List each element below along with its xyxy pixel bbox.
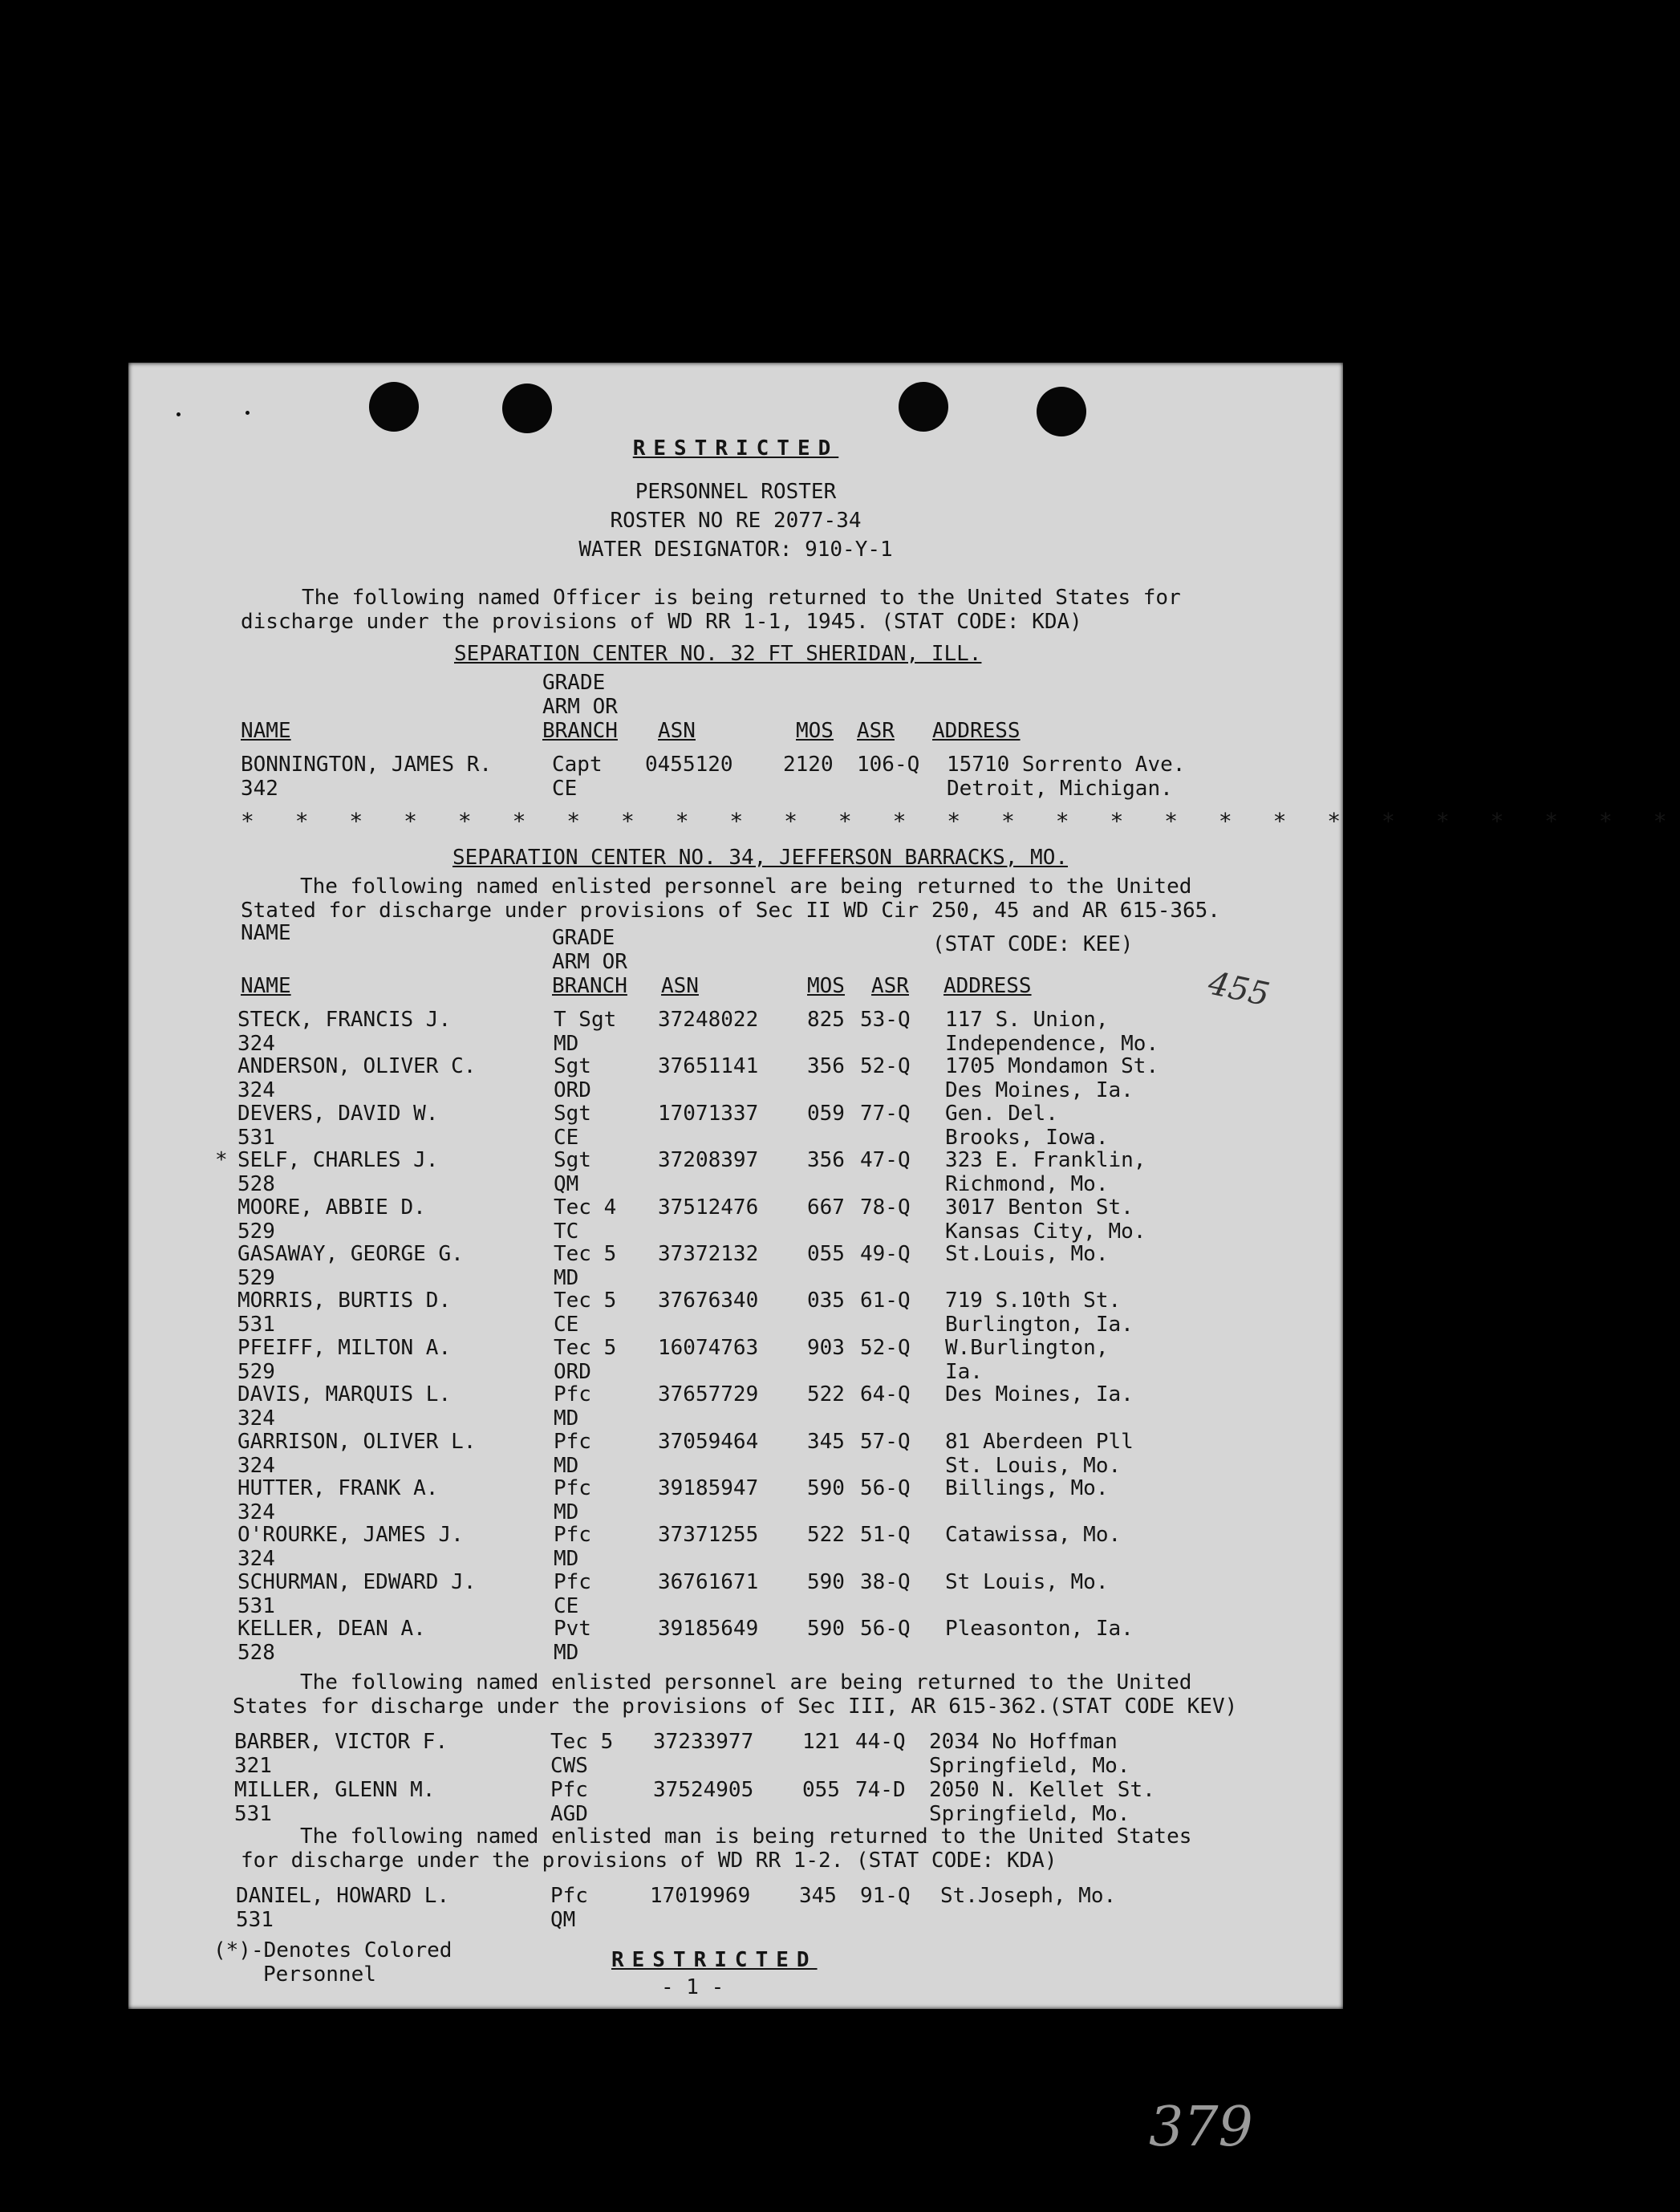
- row-mos: 035: [807, 1289, 845, 1313]
- row-address-1: Catawissa, Mo.: [945, 1523, 1122, 1548]
- row-name: DEVERS, DAVID W.: [237, 1101, 439, 1126]
- row-asr: 44-Q: [855, 1730, 906, 1754]
- sec3-intro-line-1: The following named enlisted personnel are being returned to the United: [300, 1670, 1192, 1695]
- row-mos: 059: [807, 1101, 845, 1126]
- row-code: 528: [237, 1172, 275, 1197]
- col-asn: ASN: [658, 719, 696, 743]
- row-mos: 522: [807, 1523, 845, 1548]
- row-asn: 37233977: [653, 1730, 754, 1754]
- row-mos: 055: [802, 1778, 840, 1802]
- row-address-2: Burlington, Ia.: [945, 1313, 1134, 1337]
- row-branch: MD: [554, 1641, 579, 1666]
- row-code: 321: [234, 1754, 272, 1778]
- row-address-2: Richmond, Mo.: [945, 1172, 1109, 1197]
- row-grade: Pvt: [554, 1617, 591, 1642]
- restricted-header: RESTRICTED: [632, 436, 839, 461]
- row-mos: 356: [807, 1054, 845, 1079]
- col-branch: BRANCH: [542, 719, 618, 743]
- row-branch: TC: [554, 1219, 579, 1244]
- handwritten-archive-number: 379: [1149, 2096, 1253, 2159]
- row-name: SCHURMAN, EDWARD J.: [237, 1569, 477, 1594]
- row-branch: MD: [554, 1406, 579, 1431]
- col-arm-or: ARM OR: [552, 950, 627, 974]
- officer-intro-line-1: The following named Officer is being returned to the United States for: [302, 586, 1181, 610]
- sec3-intro-line-2: States for discharge under the provisions of Sec III, AR 615-362.(STAT CODE KEV): [233, 1695, 1238, 1719]
- officer-grade: Capt: [552, 753, 603, 777]
- row-grade: Pfc: [554, 1523, 591, 1548]
- enlisted-intro-line-1: The following named enlisted personnel are being returned to the United: [300, 875, 1192, 899]
- row-asr: 57-Q: [860, 1429, 911, 1454]
- row-address-1: 2050 N. Kellet St.: [929, 1778, 1155, 1802]
- row-code: 531: [237, 1125, 275, 1150]
- officer-asn: 0455120: [645, 753, 733, 777]
- row-asr: 78-Q: [860, 1195, 911, 1220]
- row-address-1: St Louis, Mo.: [945, 1569, 1109, 1594]
- col-address: ADDRESS: [943, 974, 1032, 998]
- row-address-2: Kansas City, Mo.: [945, 1219, 1146, 1244]
- row-code: 531: [237, 1593, 275, 1618]
- row-address-1: Pleasonton, Ia.: [945, 1617, 1134, 1642]
- row-branch: AGD: [550, 1802, 588, 1826]
- officer-address-1: 15710 Sorrento Ave.: [947, 753, 1186, 777]
- col-branch: BRANCH: [552, 974, 627, 998]
- row-grade: Tec 5: [554, 1335, 617, 1360]
- row-mos: 055: [807, 1242, 845, 1266]
- row-asr: 64-Q: [860, 1382, 911, 1407]
- row-marker: *: [215, 1148, 228, 1173]
- row-mos: 590: [807, 1476, 845, 1500]
- row-name: GASAWAY, GEORGE G.: [237, 1242, 464, 1266]
- row-name: DAVIS, MARQUIS L.: [237, 1382, 452, 1407]
- row-asn: 37676340: [658, 1289, 759, 1313]
- row-branch: CE: [554, 1313, 579, 1337]
- page-number: - 1 -: [661, 1975, 724, 1999]
- punch-hole: [502, 384, 552, 433]
- row-address-2: Springfield, Mo.: [929, 1802, 1130, 1826]
- row-code: 529: [237, 1266, 275, 1290]
- row-asn: 17019969: [650, 1884, 751, 1908]
- row-name: MORRIS, BURTIS D.: [237, 1289, 452, 1313]
- row-grade: Pfc: [554, 1382, 591, 1407]
- separation-center-32: SEPARATION CENTER NO. 32 FT SHERIDAN, ILL.: [454, 642, 982, 666]
- row-name: SELF, CHARLES J.: [237, 1148, 439, 1173]
- row-address-2: Brooks, Iowa.: [945, 1125, 1109, 1150]
- enlisted-stat-code: (STAT CODE: KEE): [932, 932, 1134, 956]
- row-asn: 37371255: [658, 1523, 759, 1548]
- officer-code: 342: [241, 777, 278, 801]
- rr12-intro-line-2: for discharge under the provisions of WD RR 1-2. (STAT CODE: KDA): [241, 1849, 1057, 1873]
- officer-address-2: Detroit, Michigan.: [947, 777, 1173, 801]
- row-code: 324: [237, 1547, 275, 1572]
- row-address-1: St.Louis, Mo.: [945, 1242, 1109, 1266]
- row-asr: 77-Q: [860, 1101, 911, 1126]
- roster-title: PERSONNEL ROSTER: [635, 480, 837, 504]
- row-asn: 16074763: [658, 1335, 759, 1360]
- footnote-line-2: Personnel: [263, 1962, 376, 1987]
- col-asn: ASN: [661, 974, 699, 998]
- row-branch: QM: [550, 1908, 576, 1932]
- row-asr: 74-D: [855, 1778, 906, 1802]
- row-address-1: Billings, Mo.: [945, 1476, 1109, 1500]
- row-mos: 667: [807, 1195, 845, 1220]
- row-asn: 36761671: [658, 1569, 759, 1594]
- officer-mos: 2120: [783, 753, 834, 777]
- punch-hole: [369, 382, 419, 432]
- row-branch: MD: [554, 1453, 579, 1478]
- row-address-2: Springfield, Mo.: [929, 1754, 1130, 1778]
- row-name: MILLER, GLENN M.: [234, 1778, 436, 1802]
- officer-branch: CE: [552, 777, 578, 801]
- row-name: GARRISON, OLIVER L.: [237, 1429, 477, 1454]
- officer-intro-line-2: discharge under the provisions of WD RR 1-1, 1945. (STAT CODE: KDA): [241, 610, 1082, 634]
- row-asn: 17071337: [658, 1101, 759, 1126]
- row-asn: 37372132: [658, 1242, 759, 1266]
- row-grade: Tec 5: [550, 1730, 614, 1754]
- row-name: BARBER, VICTOR F.: [234, 1730, 448, 1754]
- row-code: 324: [237, 1078, 275, 1103]
- row-address-1: 323 E. Franklin,: [945, 1148, 1146, 1173]
- row-grade: Pfc: [550, 1884, 588, 1908]
- row-asn: 39185649: [658, 1617, 759, 1642]
- row-asr: 47-Q: [860, 1148, 911, 1173]
- enlisted-name-label: NAME: [241, 921, 291, 945]
- row-grade: Sgt: [554, 1101, 591, 1126]
- row-asr: 53-Q: [860, 1008, 911, 1032]
- row-branch: CE: [554, 1593, 579, 1618]
- speck: [177, 412, 181, 416]
- row-code: 531: [234, 1802, 272, 1826]
- row-name: PFEIFF, MILTON A.: [237, 1335, 452, 1360]
- row-asn: 37524905: [653, 1778, 754, 1802]
- row-address-1: 719 S.10th St.: [945, 1289, 1122, 1313]
- rr12-intro-line-1: The following named enlisted man is being returned to the United States: [300, 1824, 1192, 1849]
- officer-name: BONNINGTON, JAMES R.: [241, 753, 493, 777]
- row-grade: Pfc: [550, 1778, 588, 1802]
- row-address-1: Gen. Del.: [945, 1101, 1058, 1126]
- row-grade: Tec 5: [554, 1242, 617, 1266]
- row-branch: ORD: [554, 1359, 591, 1384]
- row-address-1: 2034 No Hoffman: [929, 1730, 1118, 1754]
- row-code: 529: [237, 1359, 275, 1384]
- row-name: STECK, FRANCIS J.: [237, 1008, 452, 1032]
- row-name: DANIEL, HOWARD L.: [236, 1884, 450, 1908]
- row-asr: 56-Q: [860, 1476, 911, 1500]
- row-branch: MD: [554, 1547, 579, 1572]
- document-page: [128, 363, 1680, 2009]
- row-grade: Sgt: [554, 1148, 591, 1173]
- row-asr: 91-Q: [860, 1884, 911, 1908]
- col-grade: GRADE: [542, 671, 606, 695]
- water-designator: WATER DESIGNATOR: 910-Y-1: [578, 538, 893, 562]
- row-code: 324: [237, 1500, 275, 1524]
- officer-asr: 106-Q: [857, 753, 920, 777]
- row-branch: MD: [554, 1032, 579, 1056]
- row-mos: 825: [807, 1008, 845, 1032]
- col-arm-or: ARM OR: [542, 695, 618, 719]
- row-asn: 37059464: [658, 1429, 759, 1454]
- col-mos: MOS: [807, 974, 845, 998]
- row-address-2: St. Louis, Mo.: [945, 1453, 1122, 1478]
- row-branch: CWS: [550, 1754, 588, 1778]
- star-divider: * * * * * * * * * * * * * * * * * * * * * * * * * * *: [241, 808, 1680, 834]
- row-branch: MD: [554, 1500, 579, 1524]
- row-address-1: 1705 Mondamon St.: [945, 1054, 1159, 1079]
- col-name: NAME: [241, 719, 291, 743]
- row-grade: Tec 4: [554, 1195, 617, 1220]
- row-branch: CE: [554, 1125, 579, 1150]
- footnote-line-1: (*)-Denotes Colored: [213, 1938, 452, 1962]
- row-address-1: 81 Aberdeen Pll: [945, 1429, 1134, 1454]
- row-code: 531: [237, 1313, 275, 1337]
- row-address-2: Independence, Mo.: [945, 1032, 1159, 1056]
- roster-number: ROSTER NO RE 2077-34: [610, 509, 862, 533]
- row-asr: 51-Q: [860, 1523, 911, 1548]
- row-address-1: 3017 Benton St.: [945, 1195, 1134, 1220]
- row-asr: 56-Q: [860, 1617, 911, 1642]
- row-address-1: Des Moines, Ia.: [945, 1382, 1134, 1407]
- row-grade: Pfc: [554, 1429, 591, 1454]
- row-code: 531: [236, 1908, 274, 1932]
- row-mos: 121: [802, 1730, 840, 1754]
- row-asr: 61-Q: [860, 1289, 911, 1313]
- row-code: 529: [237, 1219, 275, 1244]
- row-asn: 37512476: [658, 1195, 759, 1220]
- separation-center-34: SEPARATION CENTER NO. 34, JEFFERSON BARRACKS, MO.: [452, 846, 1069, 870]
- row-grade: T Sgt: [554, 1008, 617, 1032]
- row-address-1: St.Joseph, Mo.: [940, 1884, 1117, 1908]
- punch-hole: [899, 382, 948, 432]
- row-mos: 590: [807, 1617, 845, 1642]
- row-name: ANDERSON, OLIVER C.: [237, 1054, 477, 1079]
- row-grade: Sgt: [554, 1054, 591, 1079]
- row-asr: 49-Q: [860, 1242, 911, 1266]
- col-mos: MOS: [796, 719, 834, 743]
- row-asn: 37657729: [658, 1382, 759, 1407]
- col-asr: ASR: [857, 719, 895, 743]
- row-mos: 590: [807, 1569, 845, 1594]
- row-asr: 52-Q: [860, 1054, 911, 1079]
- row-name: MOORE, ABBIE D.: [237, 1195, 426, 1220]
- row-mos: 522: [807, 1382, 845, 1407]
- row-address-2: Ia.: [945, 1359, 983, 1384]
- row-address-2: Des Moines, Ia.: [945, 1078, 1134, 1103]
- row-branch: QM: [554, 1172, 579, 1197]
- row-asn: 37208397: [658, 1148, 759, 1173]
- row-name: KELLER, DEAN A.: [237, 1617, 426, 1642]
- row-mos: 345: [799, 1884, 837, 1908]
- col-name: NAME: [241, 974, 291, 998]
- row-asr: 52-Q: [860, 1335, 911, 1360]
- row-asn: 37651141: [658, 1054, 759, 1079]
- row-code: 324: [237, 1032, 275, 1056]
- col-asr: ASR: [871, 974, 909, 998]
- col-address: ADDRESS: [932, 719, 1021, 743]
- col-grade: GRADE: [552, 926, 615, 950]
- row-asn: 37248022: [658, 1008, 759, 1032]
- row-mos: 345: [807, 1429, 845, 1454]
- row-branch: ORD: [554, 1078, 591, 1103]
- row-asr: 38-Q: [860, 1569, 911, 1594]
- handwritten-margin-note: 455: [1205, 964, 1273, 1014]
- row-name: O'ROURKE, JAMES J.: [237, 1523, 464, 1548]
- row-mos: 356: [807, 1148, 845, 1173]
- row-mos: 903: [807, 1335, 845, 1360]
- row-branch: MD: [554, 1266, 579, 1290]
- row-grade: Pfc: [554, 1476, 591, 1500]
- row-code: 324: [237, 1453, 275, 1478]
- row-address-1: W.Burlington,: [945, 1335, 1109, 1360]
- row-address-1: 117 S. Union,: [945, 1008, 1109, 1032]
- restricted-footer: RESTRICTED: [611, 1948, 818, 1972]
- row-grade: Tec 5: [554, 1289, 617, 1313]
- row-asn: 39185947: [658, 1476, 759, 1500]
- row-grade: Pfc: [554, 1569, 591, 1594]
- speck: [246, 411, 250, 415]
- row-code: 528: [237, 1641, 275, 1666]
- row-code: 324: [237, 1406, 275, 1431]
- row-name: HUTTER, FRANK A.: [237, 1476, 439, 1500]
- punch-hole: [1037, 387, 1086, 436]
- enlisted-intro-line-2: Stated for discharge under provisions of Sec II WD Cir 250, 45 and AR 615-365.: [241, 899, 1220, 923]
